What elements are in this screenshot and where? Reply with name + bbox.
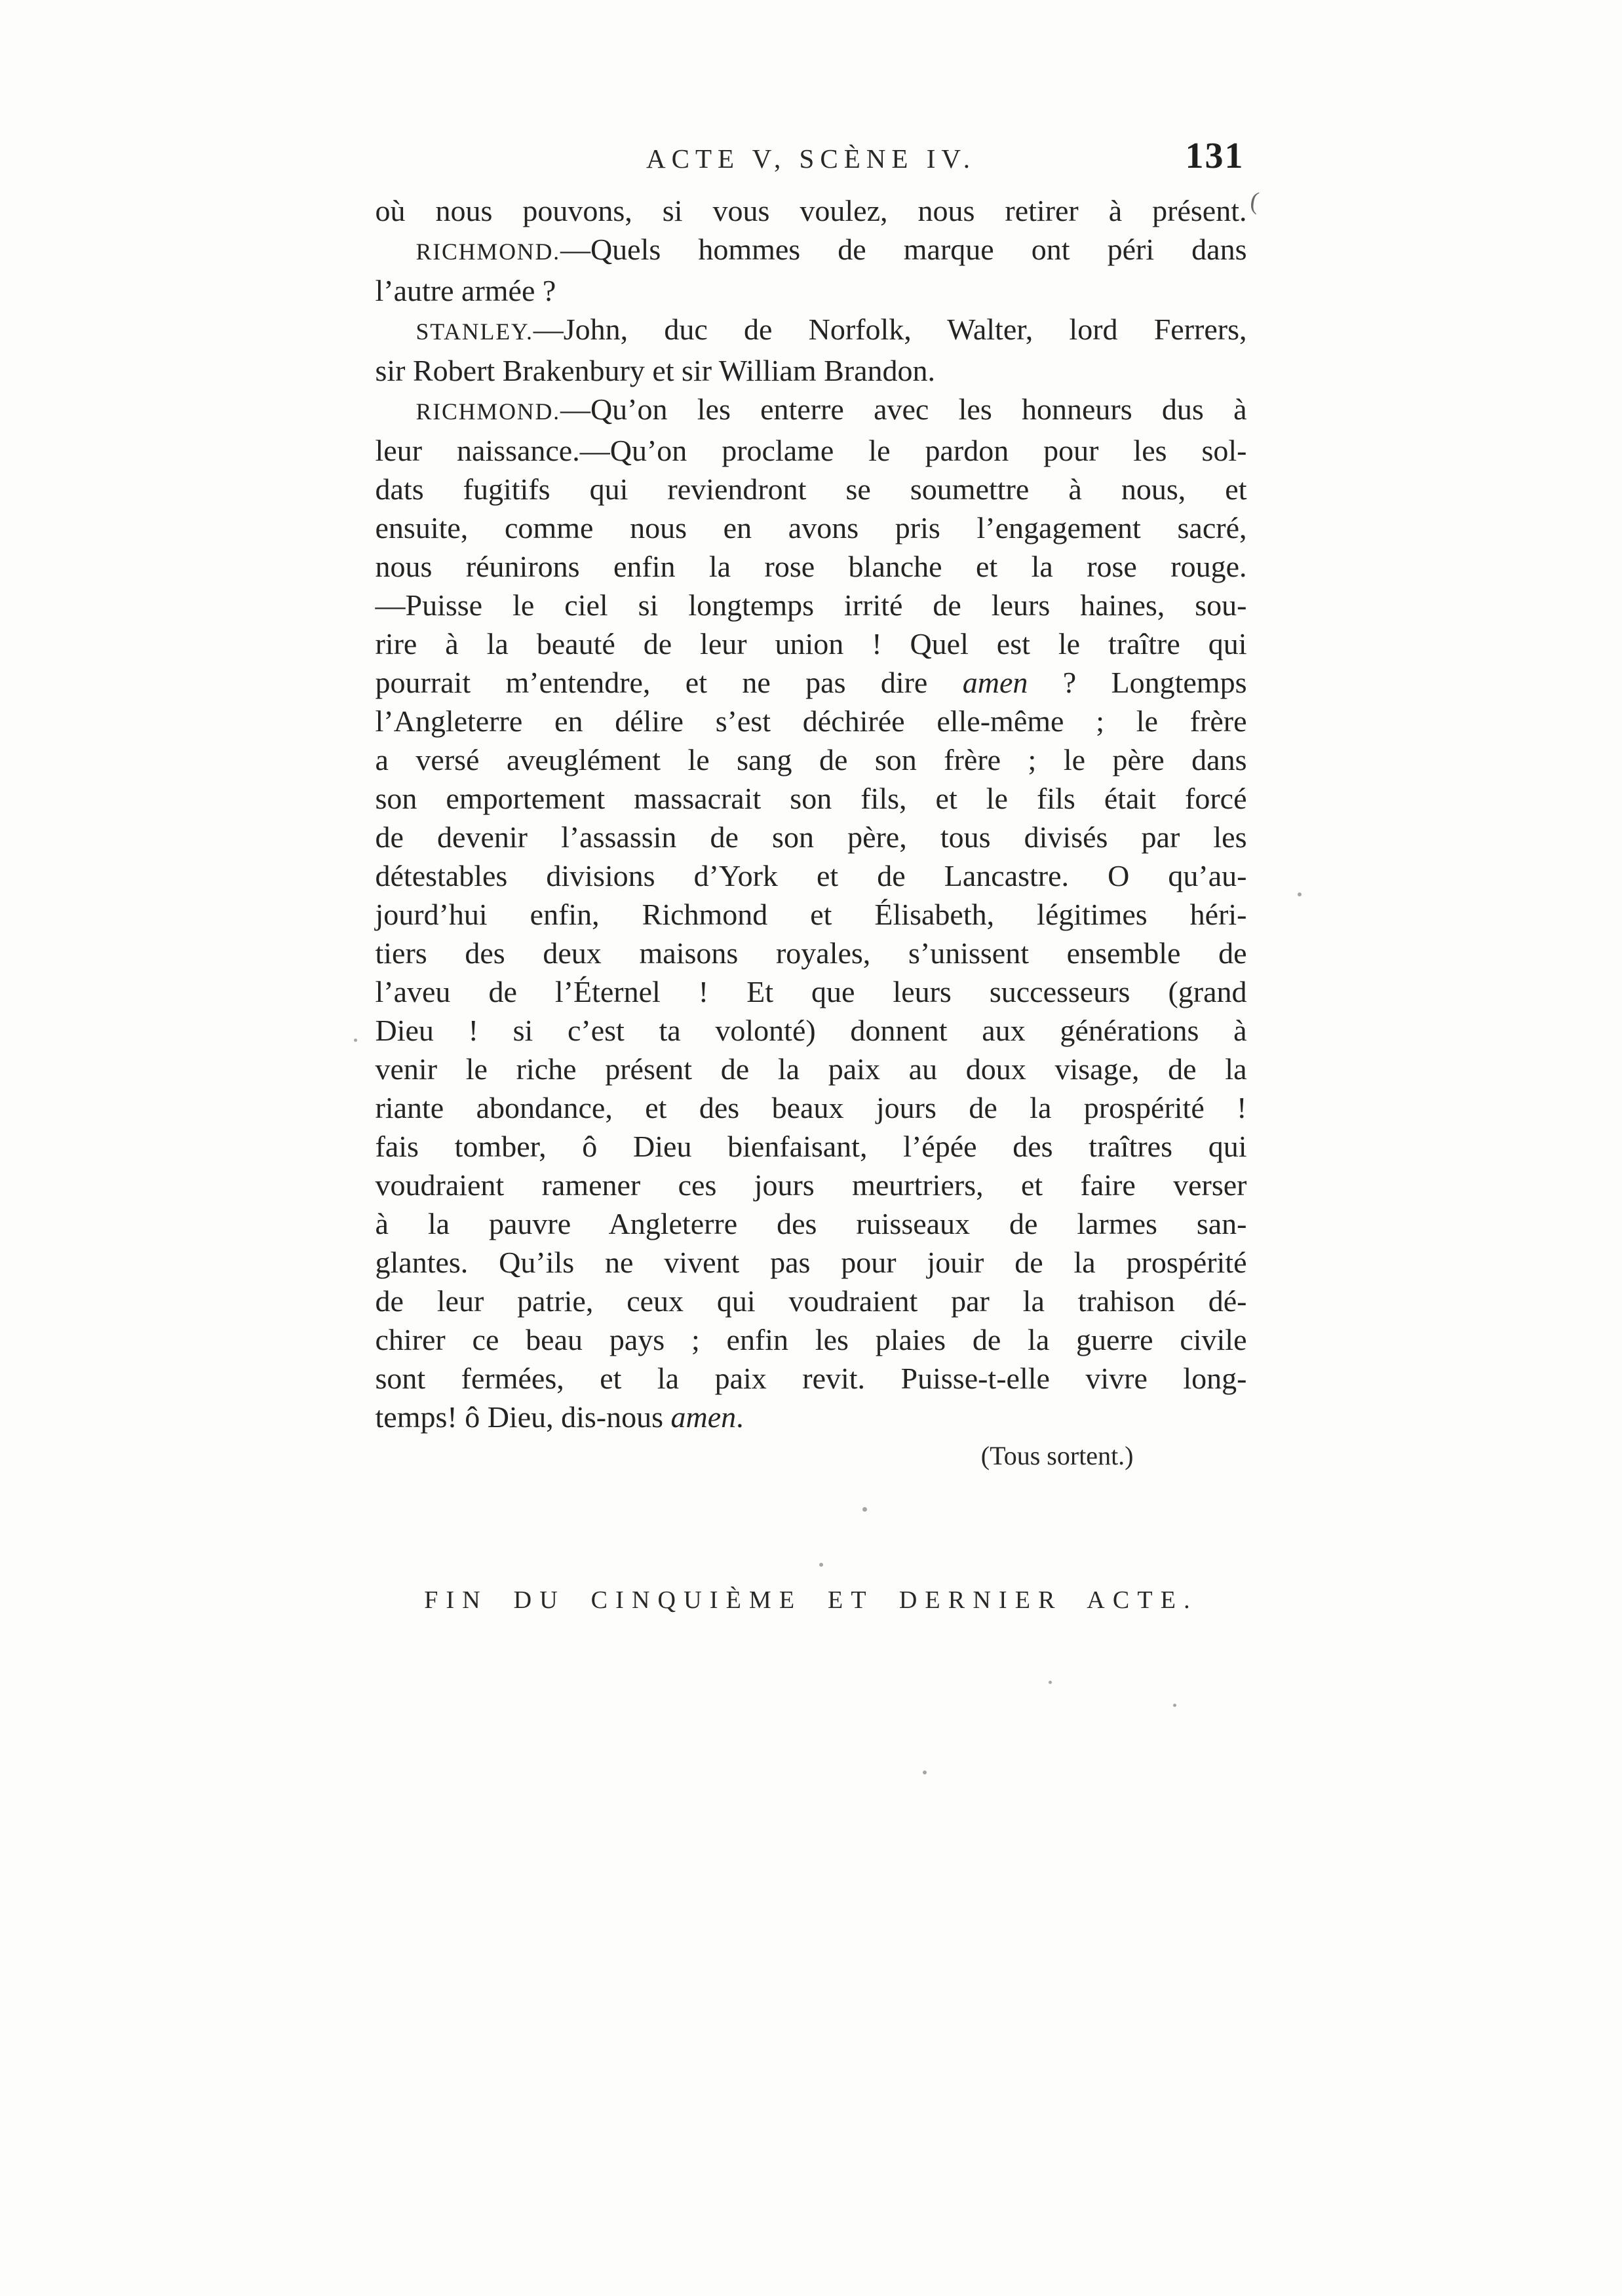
text-line bbox=[376, 547, 1247, 586]
text-segment: amen bbox=[962, 666, 1028, 699]
text-line bbox=[376, 1088, 1247, 1127]
scan-speck bbox=[862, 1507, 867, 1512]
text-segment: ? Longtemps bbox=[1028, 666, 1247, 699]
text-segment: —John, duc de Norfolk, Walter, lord Ferrers, bbox=[533, 313, 1247, 346]
text-line bbox=[376, 1320, 1247, 1359]
text-segment: amen bbox=[670, 1400, 737, 1434]
text-segment: chirer ce beau pays ; enfin les plaies de la guerre civile bbox=[375, 1323, 1247, 1356]
text-line bbox=[376, 1127, 1247, 1166]
text-line bbox=[376, 1282, 1247, 1320]
text-segment: de leur patrie, ceux qui voudraient par la trahison dé- bbox=[375, 1284, 1247, 1318]
text-segment: glantes. Qu’ils ne vivent pas pour jouir de la prospérité bbox=[375, 1246, 1247, 1279]
text-line bbox=[376, 1050, 1247, 1088]
text-segment: sont fermées, et la paix revit. Puisse-t-elle vivre long- bbox=[375, 1362, 1247, 1395]
text-line bbox=[376, 508, 1247, 547]
speaker-name: RICHMOND. bbox=[415, 398, 560, 425]
text-line bbox=[376, 1398, 1247, 1436]
text-segment: —Puisse le ciel si longtemps irrité de leurs haines, sou- bbox=[375, 588, 1247, 622]
text-line bbox=[376, 310, 1247, 351]
act-end-note: FIN DU CINQUIÈME ET DERNIER ACTE. bbox=[424, 1586, 1198, 1614]
text-segment: voudraient ramener ces jours meurtriers, et faire verser bbox=[375, 1168, 1247, 1202]
text-line bbox=[376, 895, 1247, 934]
text-segment: fais tomber, ô Dieu bienfaisant, l’épée des traîtres qui bbox=[375, 1130, 1247, 1163]
body-text bbox=[376, 191, 1247, 1436]
text-segment: ensuite, comme nous en avons pris l’engagement sacré, bbox=[375, 511, 1247, 545]
text-segment: détestables divisions d’York et de Lancastre. O qu’au- bbox=[375, 859, 1247, 892]
text-line bbox=[376, 431, 1247, 470]
text-line bbox=[376, 191, 1247, 230]
page-header bbox=[376, 135, 1247, 181]
running-title: ACTE V, SCÈNE IV. bbox=[646, 144, 976, 174]
text-segment: venir le riche présent de la paix au doux visage, de la bbox=[375, 1052, 1247, 1086]
text-segment: où nous pouvons, si vous voulez, nous retirer à présent. bbox=[375, 194, 1247, 227]
text-line bbox=[376, 470, 1247, 508]
text-segment: l’Angleterre en délire s’est déchirée elle-même ; le frère bbox=[375, 704, 1247, 738]
text-segment: l’autre armée ? bbox=[375, 274, 556, 307]
text-segment: tiers des deux maisons royales, s’unissent ensemble de bbox=[375, 936, 1247, 970]
scan-speck bbox=[1173, 1704, 1176, 1707]
text-line bbox=[376, 740, 1247, 779]
text-segment: a versé aveuglément le sang de son frère ; le père dans bbox=[375, 743, 1247, 776]
speaker-name: STANLEY. bbox=[415, 318, 533, 345]
text-line bbox=[376, 934, 1247, 972]
text-line bbox=[376, 1243, 1247, 1282]
scan-speck bbox=[1049, 1681, 1052, 1684]
text-segment: temps! ô Dieu, dis-nous bbox=[375, 1400, 671, 1434]
text-line bbox=[376, 702, 1247, 740]
text-segment: pourrait m’entendre, et ne pas dire bbox=[375, 666, 963, 699]
text-line bbox=[376, 1011, 1247, 1050]
text-line bbox=[376, 779, 1247, 818]
page-number: 131 bbox=[1185, 136, 1245, 176]
text-line bbox=[376, 663, 1247, 702]
text-line bbox=[376, 1204, 1247, 1243]
text-line bbox=[376, 271, 1247, 310]
text-line bbox=[376, 390, 1247, 431]
scan-artifact-mark: ( bbox=[1248, 187, 1261, 216]
text-line bbox=[376, 818, 1247, 856]
stage-direction: (Tous sortent.) bbox=[980, 1441, 1134, 1470]
text-segment: son emportement massacrait son fils, et le fils était forcé bbox=[375, 782, 1247, 815]
text-line bbox=[376, 1359, 1247, 1398]
text-segment: riante abondance, et des beaux jours de la prospérité ! bbox=[375, 1091, 1247, 1124]
text-line bbox=[376, 972, 1247, 1011]
scan-speck bbox=[354, 1039, 357, 1042]
text-segment: . bbox=[736, 1400, 744, 1434]
text-segment: à la pauvre Angleterre des ruisseaux de larmes san- bbox=[375, 1207, 1247, 1240]
text-line bbox=[376, 351, 1247, 390]
speaker-name: RICHMOND. bbox=[415, 239, 560, 265]
text-segment: Dieu ! si c’est ta volonté) donnent aux générations à bbox=[375, 1014, 1247, 1047]
text-line bbox=[376, 856, 1247, 895]
scan-speck bbox=[1298, 892, 1302, 896]
scan-speck bbox=[819, 1563, 823, 1567]
text-segment: —Qu’on les enterre avec les honneurs dus à bbox=[560, 392, 1247, 426]
scan-speck bbox=[923, 1770, 927, 1774]
text-segment: —Quels hommes de marque ont péri dans bbox=[560, 233, 1247, 266]
text-segment: nous réunirons enfin la rose blanche et la rose rouge. bbox=[375, 550, 1247, 583]
text-segment: jourd’hui enfin, Richmond et Élisabeth, légitimes héri- bbox=[375, 898, 1247, 931]
text-segment: dats fugitifs qui reviendront se soumettre à nous, et bbox=[375, 472, 1247, 506]
text-segment: rire à la beauté de leur union ! Quel est le traître qui bbox=[375, 627, 1247, 660]
text-segment: sir Robert Brakenbury et sir William Brandon. bbox=[375, 354, 936, 387]
text-line bbox=[376, 230, 1247, 271]
text-line bbox=[376, 1166, 1247, 1204]
text-segment: leur naissance.—Qu’on proclame le pardon pour les sol- bbox=[375, 434, 1247, 467]
text-segment: de devenir l’assassin de son père, tous divisés par les bbox=[375, 820, 1247, 854]
text-segment: l’aveu de l’Éternel ! Et que leurs successeurs (grand bbox=[375, 975, 1247, 1008]
text-line bbox=[376, 586, 1247, 624]
text-line bbox=[376, 624, 1247, 663]
